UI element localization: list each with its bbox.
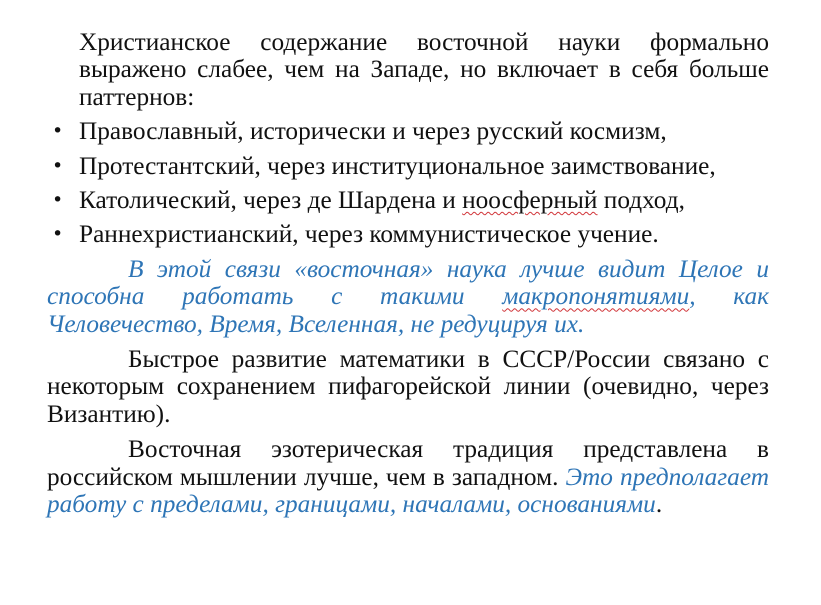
esoteric-accent-text: Это предполагает работу с пределами, границами, началами, основаниями [47,462,769,519]
esoteric-period: . [655,490,663,519]
list-item[interactable] [47,118,769,145]
holism-text-end: , как Человечество, Время, Вселенная, не редуцируя их. [47,282,769,338]
list-item-text-end: подход, [597,186,685,215]
esoteric-paragraph[interactable] [47,436,769,518]
mathematics-paragraph[interactable]: Быстрое развитие математики в СССР/России связано с некоторым сохранением пифагорейской линии (очевидно, через Византию). [47,345,769,428]
list-item-text [79,186,685,214]
intro-paragraph[interactable]: Христианское содержание восточной науки формально выражено слабее, чем на Западе, но включает в себя больше паттернов: [79,28,769,111]
holism-text-start: В этой связи «восточная» наука лучше видит Целое и способна работать с такими [47,254,769,311]
list-item-text: Протестантский, через институциональное заимствование, [79,151,716,180]
bullet-icon: • [52,223,64,246]
list-item-text: Православный, исторически и через русский космизм, [79,117,667,146]
bullet-icon: • [52,189,64,212]
bullet-list [47,118,769,249]
esoteric-plain-text: Восточная эзотерическая традиция представлена в российском мышлении лучше, чем в западном. [47,435,769,491]
list-item-text: Раннехристианский, через коммунистическое учение. [79,220,659,249]
eastern-holism-paragraph[interactable] [47,256,769,338]
spellcheck-flagged-word[interactable]: макропонятиями [502,282,690,311]
bullet-icon: • [52,154,64,177]
list-item[interactable] [47,221,769,248]
list-item[interactable] [47,187,769,214]
document-body[interactable] [47,29,769,527]
spellcheck-flagged-word[interactable]: ноосферный [462,186,598,215]
list-item-text-start: Католический, через де Шардена и [79,186,463,215]
list-item[interactable] [47,153,769,180]
bullet-icon: • [52,120,64,143]
